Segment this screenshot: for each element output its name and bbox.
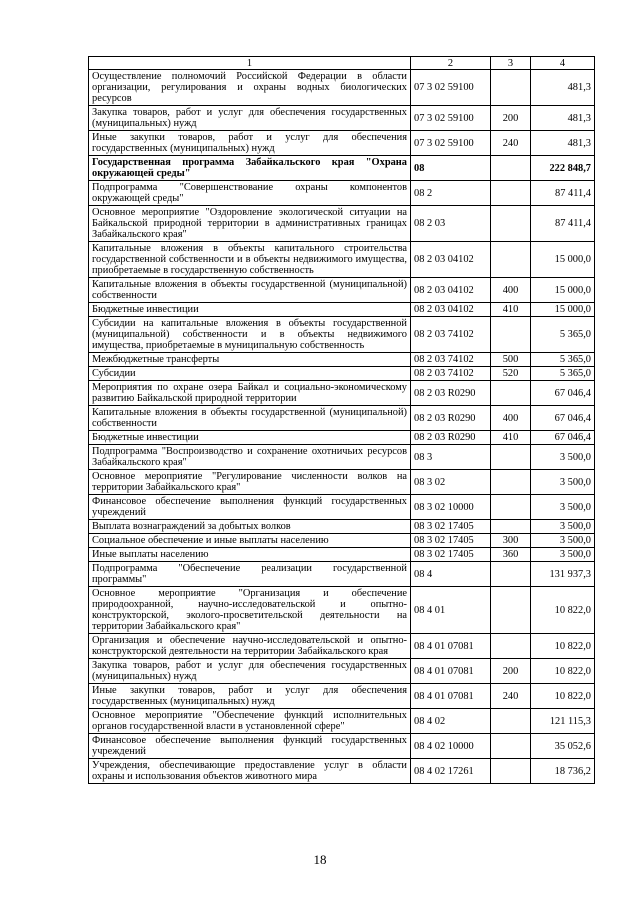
table-row <box>89 562 595 587</box>
row-name-cell: Иные закупки товаров, работ и услуг для обеспечения государственных (муниципальных) нужд <box>89 131 411 156</box>
row-code-cell: 08 2 03 74102 <box>411 367 491 381</box>
row-code-cell: 08 4 01 07081 <box>411 659 491 684</box>
row-type-cell <box>491 587 531 634</box>
row-code-cell: 08 4 01 07081 <box>411 684 491 709</box>
row-sum-cell: 481,3 <box>531 131 595 156</box>
row-code-cell: 08 4 02 10000 <box>411 734 491 759</box>
row-type-cell: 300 <box>491 534 531 548</box>
budget-table <box>88 56 595 784</box>
row-code-cell: 08 2 03 R0290 <box>411 381 491 406</box>
row-type-cell: 400 <box>491 278 531 303</box>
table-row <box>89 406 595 431</box>
row-sum-cell: 10 822,0 <box>531 634 595 659</box>
row-type-cell: 410 <box>491 431 531 445</box>
row-name-cell: Подпрограмма "Воспроизводство и сохранение охотничьих ресурсов Забайкальского края" <box>89 445 411 470</box>
row-sum-cell: 10 822,0 <box>531 587 595 634</box>
table-row <box>89 495 595 520</box>
table-row <box>89 106 595 131</box>
table-row <box>89 587 595 634</box>
row-sum-cell: 10 822,0 <box>531 659 595 684</box>
row-code-cell: 08 2 03 04102 <box>411 303 491 317</box>
table-row <box>89 381 595 406</box>
row-sum-cell: 87 411,4 <box>531 181 595 206</box>
row-name-cell: Финансовое обеспечение выполнения функций государственных учреждений <box>89 734 411 759</box>
row-name-cell: Бюджетные инвестиции <box>89 431 411 445</box>
table-row <box>89 303 595 317</box>
row-code-cell: 08 4 01 07081 <box>411 634 491 659</box>
row-code-cell: 08 4 01 <box>411 587 491 634</box>
table-row <box>89 659 595 684</box>
header-col-3: 3 <box>491 57 531 70</box>
row-name-cell: Учреждения, обеспечивающие предоставление услуг в области охраны и использования объектов животного мира <box>89 759 411 784</box>
table-row <box>89 70 595 106</box>
row-type-cell: 400 <box>491 406 531 431</box>
row-sum-cell: 15 000,0 <box>531 242 595 278</box>
row-type-cell <box>491 495 531 520</box>
row-name-cell: Социальное обеспечение и иные выплаты населению <box>89 534 411 548</box>
row-code-cell: 08 2 03 <box>411 206 491 242</box>
row-sum-cell: 87 411,4 <box>531 206 595 242</box>
row-name-cell: Закупка товаров, работ и услуг для обеспечения государственных (муниципальных) нужд <box>89 106 411 131</box>
header-col-1: 1 <box>89 57 411 70</box>
row-code-cell: 08 4 <box>411 562 491 587</box>
row-name-cell: Иные закупки товаров, работ и услуг для обеспечения государственных (муниципальных) нужд <box>89 684 411 709</box>
row-name-cell: Субсидии на капитальные вложения в объекты государственной (муниципальной) собственности и в объекты недвижимого имущества, приобретаемые в муниципальную собственность <box>89 317 411 353</box>
table-row <box>89 709 595 734</box>
row-sum-cell: 67 046,4 <box>531 406 595 431</box>
row-type-cell <box>491 381 531 406</box>
table-row <box>89 156 595 181</box>
row-name-cell: Основное мероприятие "Обеспечение функций исполнительных органов государственной власти в установленной сфере" <box>89 709 411 734</box>
row-code-cell: 07 3 02 59100 <box>411 106 491 131</box>
row-type-cell <box>491 759 531 784</box>
row-sum-cell: 3 500,0 <box>531 495 595 520</box>
table-row <box>89 317 595 353</box>
row-type-cell <box>491 445 531 470</box>
row-name-cell: Межбюджетные трансферты <box>89 353 411 367</box>
row-code-cell: 08 3 02 17405 <box>411 548 491 562</box>
table-row <box>89 278 595 303</box>
row-code-cell: 08 3 02 17405 <box>411 534 491 548</box>
table-row <box>89 206 595 242</box>
page-number: 18 <box>313 852 327 867</box>
row-name-cell: Бюджетные инвестиции <box>89 303 411 317</box>
row-code-cell: 07 3 02 59100 <box>411 131 491 156</box>
row-name-cell: Капитальные вложения в объекты государственной (муниципальной) собственности <box>89 406 411 431</box>
table-row <box>89 684 595 709</box>
row-code-cell: 08 2 03 74102 <box>411 317 491 353</box>
table-row <box>89 470 595 495</box>
row-sum-cell: 3 500,0 <box>531 445 595 470</box>
row-name-cell: Организация и обеспечение научно-исследовательской и опытно-конструкторской деятельности на территории Забайкальского края <box>89 634 411 659</box>
row-sum-cell: 15 000,0 <box>531 278 595 303</box>
row-sum-cell: 3 500,0 <box>531 548 595 562</box>
row-code-cell: 08 2 03 R0290 <box>411 406 491 431</box>
row-name-cell: Основное мероприятие "Организация и обеспечение природоохранной, научно-исследовательской и опытно-конструкторской, эколого-просветительской деятельности на территории Забайкальского края" <box>89 587 411 634</box>
table-row <box>89 534 595 548</box>
row-code-cell: 08 3 02 17405 <box>411 520 491 534</box>
row-type-cell: 240 <box>491 131 531 156</box>
row-type-cell <box>491 70 531 106</box>
table-row <box>89 242 595 278</box>
row-sum-cell: 222 848,7 <box>531 156 595 181</box>
row-type-cell: 200 <box>491 659 531 684</box>
row-sum-cell: 3 500,0 <box>531 470 595 495</box>
row-code-cell: 08 4 02 17261 <box>411 759 491 784</box>
row-type-cell <box>491 470 531 495</box>
row-type-cell: 360 <box>491 548 531 562</box>
row-code-cell: 07 3 02 59100 <box>411 70 491 106</box>
header-col-4: 4 <box>531 57 595 70</box>
row-name-cell: Мероприятия по охране озера Байкал и социально-экономическому развитию Байкальской природной территории <box>89 381 411 406</box>
table-row <box>89 548 595 562</box>
table-row <box>89 367 595 381</box>
table-row <box>89 520 595 534</box>
row-sum-cell: 15 000,0 <box>531 303 595 317</box>
row-sum-cell: 10 822,0 <box>531 684 595 709</box>
row-type-cell <box>491 634 531 659</box>
row-type-cell <box>491 181 531 206</box>
table-body <box>89 70 595 784</box>
row-type-cell: 240 <box>491 684 531 709</box>
row-type-cell <box>491 242 531 278</box>
row-name-cell: Иные выплаты населению <box>89 548 411 562</box>
row-type-cell: 200 <box>491 106 531 131</box>
row-code-cell: 08 3 02 10000 <box>411 495 491 520</box>
row-code-cell: 08 2 03 04102 <box>411 278 491 303</box>
row-type-cell: 520 <box>491 367 531 381</box>
row-code-cell: 08 3 <box>411 445 491 470</box>
table-row <box>89 431 595 445</box>
row-name-cell: Основное мероприятие "Оздоровление экологической ситуации на Байкальской природной территории в административных границах Забайкальского края" <box>89 206 411 242</box>
row-type-cell: 410 <box>491 303 531 317</box>
row-sum-cell: 5 365,0 <box>531 317 595 353</box>
row-sum-cell: 131 937,3 <box>531 562 595 587</box>
row-type-cell <box>491 156 531 181</box>
row-type-cell: 500 <box>491 353 531 367</box>
table-row <box>89 445 595 470</box>
table-row <box>89 131 595 156</box>
row-code-cell: 08 2 03 04102 <box>411 242 491 278</box>
row-name-cell: Капитальные вложения в объекты капитального строительства государственной собственности и в объекты недвижимого имущества, приобретаемые в государственную собственность <box>89 242 411 278</box>
table-row <box>89 759 595 784</box>
row-sum-cell: 121 115,3 <box>531 709 595 734</box>
row-type-cell <box>491 520 531 534</box>
row-type-cell <box>491 709 531 734</box>
row-sum-cell: 481,3 <box>531 70 595 106</box>
row-sum-cell: 35 052,6 <box>531 734 595 759</box>
row-sum-cell: 67 046,4 <box>531 431 595 445</box>
row-sum-cell: 18 736,2 <box>531 759 595 784</box>
row-sum-cell: 5 365,0 <box>531 367 595 381</box>
table-row <box>89 734 595 759</box>
row-name-cell: Капитальные вложения в объекты государственной (муниципальной) собственности <box>89 278 411 303</box>
row-name-cell: Подпрограмма "Совершенствование охраны компонентов окружающей среды" <box>89 181 411 206</box>
table-header-row <box>89 57 595 70</box>
table-row <box>89 181 595 206</box>
table-row <box>89 634 595 659</box>
row-type-cell <box>491 734 531 759</box>
row-name-cell: Государственная программа Забайкальского края "Охрана окружающей среды" <box>89 156 411 181</box>
row-code-cell: 08 2 03 74102 <box>411 353 491 367</box>
header-col-2: 2 <box>411 57 491 70</box>
row-code-cell: 08 2 <box>411 181 491 206</box>
row-sum-cell: 3 500,0 <box>531 534 595 548</box>
row-code-cell: 08 2 03 R0290 <box>411 431 491 445</box>
row-name-cell: Осуществление полномочий Российской Федерации в области организации, регулирования и охраны водных биологических ресурсов <box>89 70 411 106</box>
row-name-cell: Субсидии <box>89 367 411 381</box>
row-name-cell: Подпрограмма "Обеспечение реализации государственной программы" <box>89 562 411 587</box>
row-name-cell: Основное мероприятие "Регулирование численности волков на территории Забайкальского края" <box>89 470 411 495</box>
row-name-cell: Выплата вознаграждений за добытых волков <box>89 520 411 534</box>
row-code-cell: 08 3 02 <box>411 470 491 495</box>
row-code-cell: 08 4 02 <box>411 709 491 734</box>
row-type-cell <box>491 317 531 353</box>
row-type-cell <box>491 206 531 242</box>
table-row <box>89 353 595 367</box>
row-sum-cell: 3 500,0 <box>531 520 595 534</box>
row-name-cell: Финансовое обеспечение выполнения функций государственных учреждений <box>89 495 411 520</box>
row-name-cell: Закупка товаров, работ и услуг для обеспечения государственных (муниципальных) нужд <box>89 659 411 684</box>
row-sum-cell: 481,3 <box>531 106 595 131</box>
row-sum-cell: 67 046,4 <box>531 381 595 406</box>
row-code-cell: 08 <box>411 156 491 181</box>
row-type-cell <box>491 562 531 587</box>
row-sum-cell: 5 365,0 <box>531 353 595 367</box>
